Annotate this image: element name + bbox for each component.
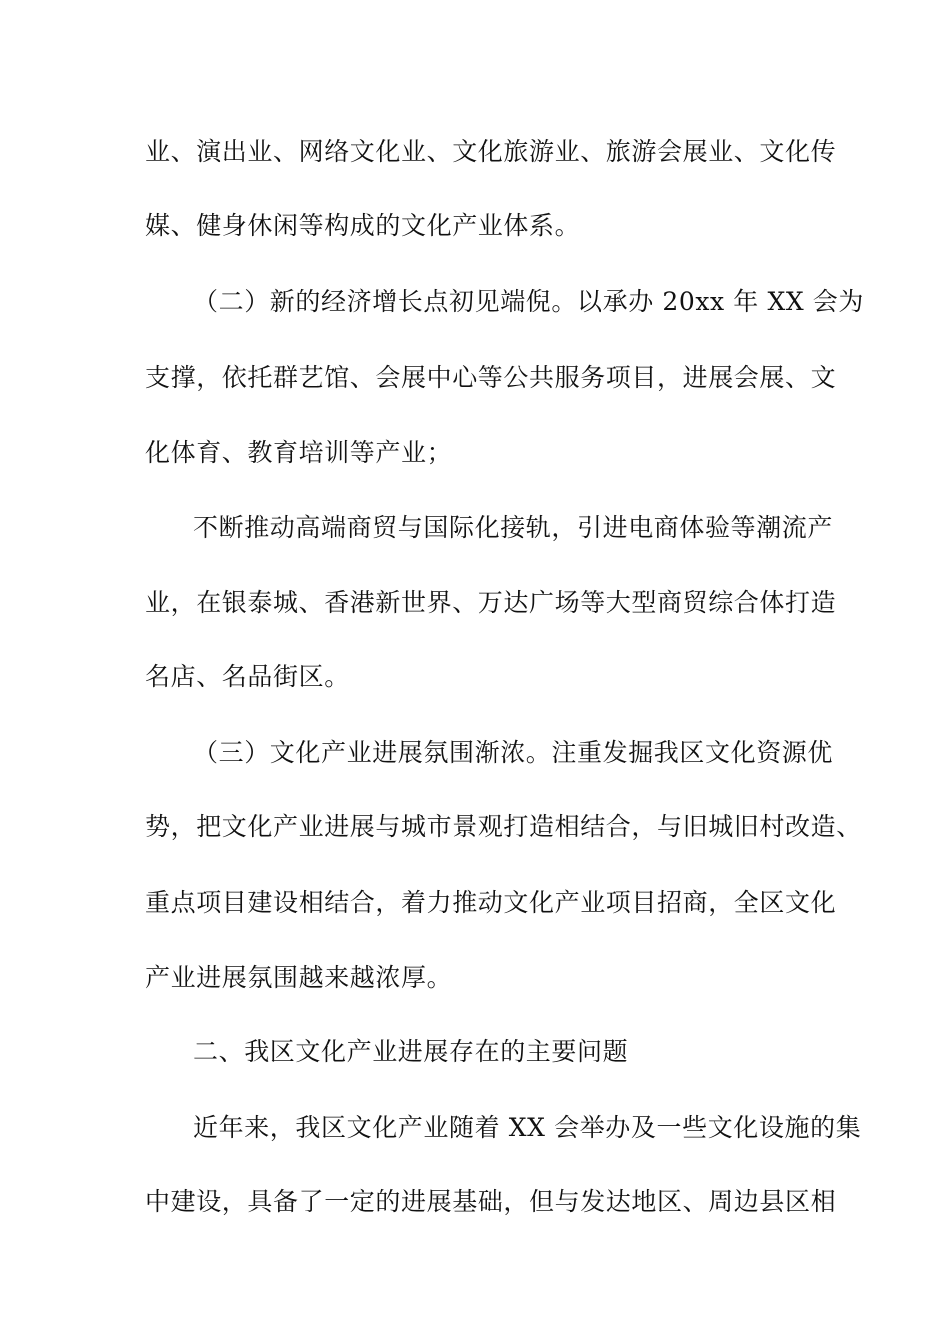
paragraph-first-line: （二）新的经济增长点初见端倪。以承办 20xx 年 XX 会为 <box>193 287 864 316</box>
text-line: 支撑，依托群艺馆、会展中心等公共服务项目，进展会展、文 <box>145 363 837 392</box>
section-heading: 二、我区文化产业进展存在的主要问题 <box>193 1037 629 1066</box>
paragraph-first-line: （三）文化产业进展氛围渐浓。注重发掘我区文化资源优 <box>193 738 834 767</box>
text-line: 产业进展氛围越来越浓厚。 <box>145 963 453 992</box>
text-line: 业，在银泰城、香港新世界、万达广场等大型商贸综合体打造 <box>145 588 837 617</box>
text-line: 中建设，具备了一定的进展基础，但与发达地区、周边县区相 <box>145 1187 837 1216</box>
text-line: 势，把文化产业进展与城市景观打造相结合，与旧城旧村改造、 <box>145 812 862 841</box>
text-line: 媒、健身休闲等构成的文化产业体系。 <box>145 211 581 240</box>
paragraph-first-line: 不断推动高端商贸与国际化接轨，引进电商体验等潮流产 <box>193 513 834 542</box>
text-line: 业、演出业、网络文化业、文化旅游业、旅游会展业、文化传 <box>145 137 837 166</box>
text-line: 重点项目建设相结合，着力推动文化产业项目招商，全区文化 <box>145 888 837 917</box>
text-line: 名店、名品街区。 <box>145 662 350 691</box>
text-line: 化体育、教育培训等产业； <box>145 438 453 467</box>
paragraph-first-line: 近年来，我区文化产业随着 XX 会举办及一些文化设施的集 <box>193 1113 862 1142</box>
